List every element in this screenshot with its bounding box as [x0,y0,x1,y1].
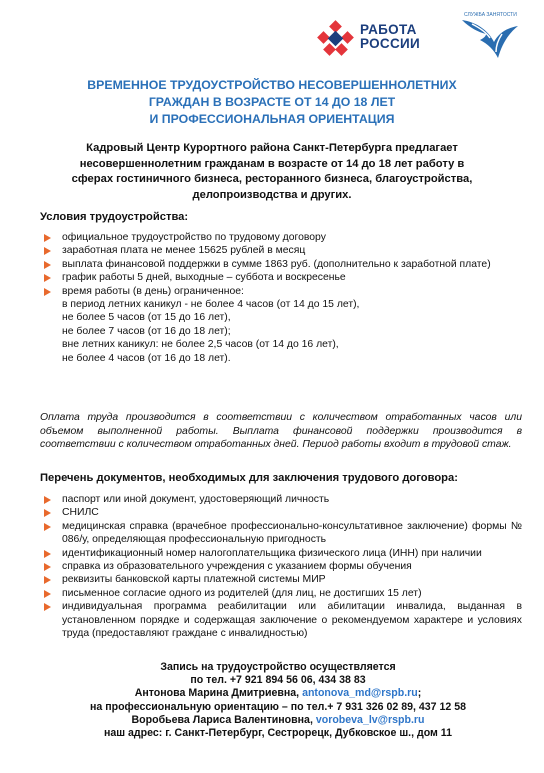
list-item [44,587,522,600]
bullet-arrow-icon [44,234,51,242]
contacts-career-line: на профессиональную ориентацию – по тел.+ 7 931 326 02 89, 437 12 58 [89,700,466,713]
contact-name: Антонова Марина Дмитриевна, [134,687,303,700]
list-item-text: выплата финансовой поддержки в сумме 1863 руб. (дополнительно к заработной плате) [62,258,491,270]
hours-line: не более 7 часов (от 16 до 18 лет); [62,325,231,337]
list-item [44,520,522,547]
intro-line: делопроизводства и других. [192,188,352,201]
list-item [44,506,522,519]
list-item-text: письменное согласие одного из родителей (для лиц, не достигших 15 лет) [62,587,422,599]
hours-line: вне летних каникул: не более 2,5 часов (от 14 до 16 лет), [62,339,339,351]
page-title [40,77,504,128]
contact-name: Воробьева Лариса Валентиновна, [131,713,316,726]
list-item-text: реквизиты банковской карты платежной системы МИР [62,574,326,586]
list-item [44,493,522,506]
email-link[interactable]: antonova_md@rspb.ru [302,687,418,700]
documents-list [44,493,522,640]
title-line: ГРАЖДАН В ВОЗРАСТЕ ОТ 14 ДО 18 ЛЕТ [148,95,396,109]
hours-line: не более 4 часов (от 16 до 18 лет). [62,352,231,364]
contacts-person-line [40,687,516,700]
rabota-rossii-star-icon [316,20,356,56]
contacts-address-line: наш адрес: г. Санкт-Петербург, Сестрорецк, Дубковское ш., дом 11 [103,727,453,740]
rabota-logo-line2: РОССИИ [360,36,421,51]
list-item [44,285,522,298]
list-item [44,258,522,271]
bullet-arrow-icon [44,603,51,611]
list-item [44,271,522,284]
rabota-rossii-logo [316,20,446,56]
contacts-phone-line: по тел. +7 921 894 56 06, 434 38 83 [190,674,366,687]
bullet-arrow-icon [44,590,51,598]
intro-paragraph [40,141,504,203]
bullet-arrow-icon [44,496,51,504]
bullet-arrow-icon [44,509,51,517]
bird-icon [458,10,522,66]
conditions-heading: Условия трудоустройства: [40,211,189,223]
intro-line: несовершеннолетним гражданам в возрасте от 14 до 18 лет работу в [79,157,465,170]
list-item-text: паспорт или иной документ, удостоверяющий личность [62,494,330,505]
bullet-arrow-icon [44,550,51,558]
list-item-text: индивидуальная программа реабилитации или абилитации инвалида, выданная в установленном порядке и содержащая заключение о рекомендуемом характере и условиях труда (предоставляют граждане с инвалидностью) [62,601,522,640]
title-line: И ПРОФЕССИОНАЛЬНАЯ ОРИЕНТАЦИЯ [149,112,395,126]
bullet-arrow-icon [44,288,51,296]
contacts-line: Запись на трудоустройство осуществляется [160,661,396,673]
hours-line: в период летних каникул - не более 4 часов (от 14 до 15 лет), [62,299,360,311]
contacts-block [40,661,516,740]
intro-line: сферах гостиничного бизнеса, ресторанного бизнеса, благоустройства, [71,173,473,186]
list-item [44,244,522,257]
list-item [44,231,522,244]
list-item [44,560,522,573]
bullet-arrow-icon [44,274,51,282]
list-item [44,547,522,560]
list-item-text: график работы 5 дней, выходные – суббота и воскресенье [62,272,346,284]
email-link[interactable]: vorobeva_lv@rspb.ru [315,713,425,726]
list-item-text: время работы (в день) ограниченное: [62,285,244,297]
intro-line: Кадровый Центр Курортного района Санкт-Петербурга предлагает [86,142,458,154]
list-item-text: заработная плата не менее 15625 рублей в месяц [62,245,306,257]
documents-heading: Перечень документов, необходимых для заключения трудового договора: [40,472,458,484]
bullet-arrow-icon [44,576,51,584]
title-line: ВРЕМЕННОЕ ТРУДОУСТРОЙСТВО НЕСОВЕРШЕННОЛЕТНИХ [87,78,457,92]
sluzhba-zanyatosti-logo [458,10,522,66]
list-item-text: медицинская справка (врачебное профессионально-консультативное заключение) формы № 086/у, определяющая профессиональную пригодность [62,520,522,546]
hours-line: не более 5 часов (от 15 до 16 лет), [62,312,231,324]
list-item [44,573,522,586]
list-item-text: официальное трудоустройство по трудовому договору [62,232,326,243]
rabota-logo-line1: РАБОТА [360,22,417,37]
payment-note: Оплата труда производится в соответствии с количеством отработанных часов или объемом выполненной работы. Выплата финансовой поддержки производится в соответствии с количеством отработанных дней. Период работы входит в трудовой стаж. [40,412,522,451]
list-item-text: справка из образовательного учреждения с указанием формы обучения [62,561,412,573]
szn-logo-text: СЛУЖБА ЗАНЯТОСТИ [464,12,517,18]
bullet-arrow-icon [44,247,51,255]
list-item-text: идентификационный номер налогоплательщика физического лица (ИНН) при наличии [62,547,482,559]
conditions-list [44,231,522,365]
bullet-arrow-icon [44,563,51,571]
list-item-text: СНИЛС [62,507,99,519]
bullet-arrow-icon [44,261,51,269]
contacts-person-line [40,714,516,727]
bullet-arrow-icon [44,523,51,531]
contact-punct: ; [417,687,422,700]
list-item [44,600,522,640]
